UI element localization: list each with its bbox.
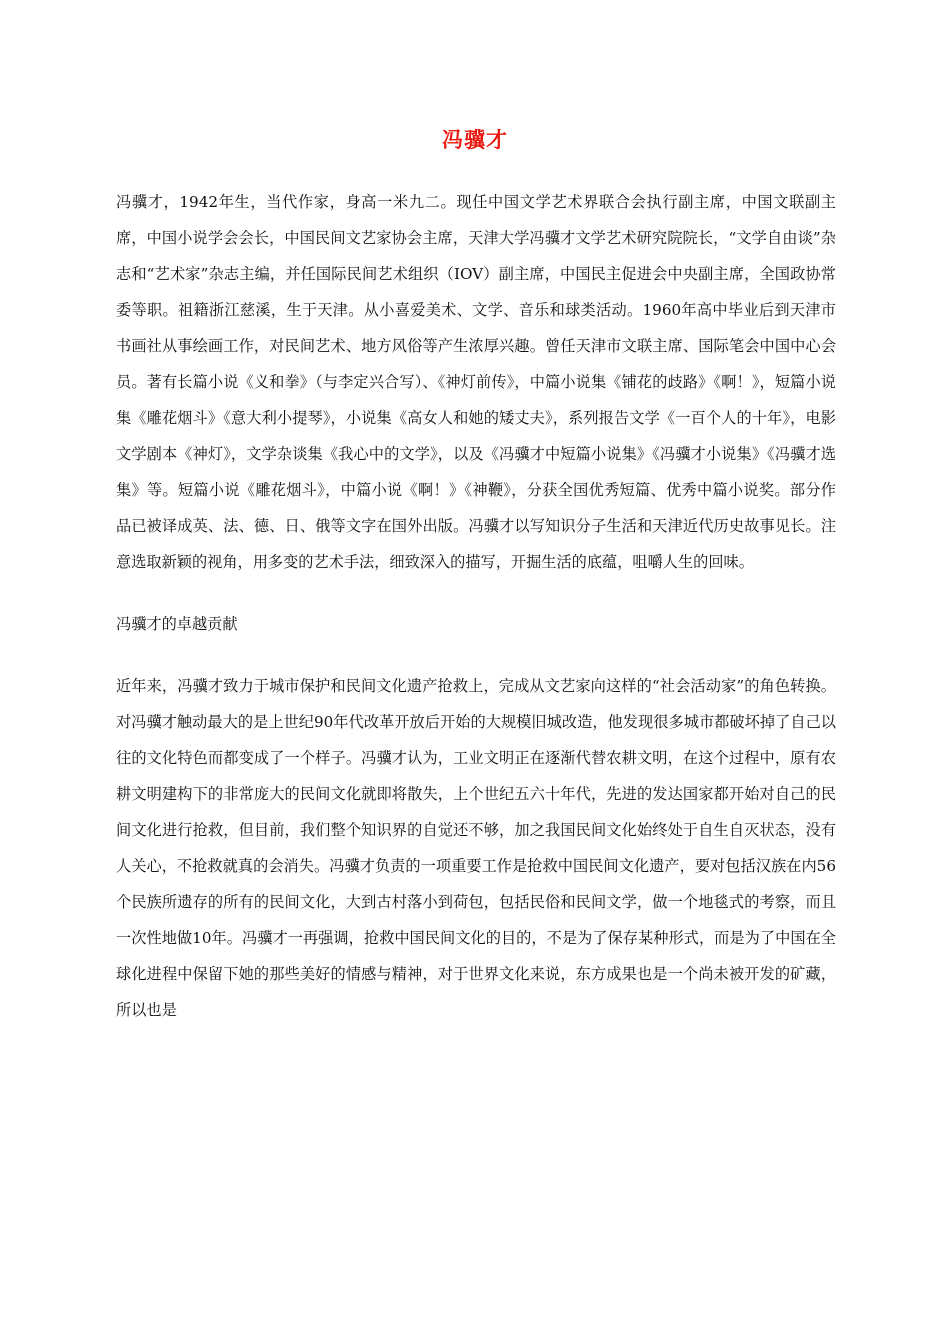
document-body xyxy=(116,184,836,1028)
page-title: 冯骥才 xyxy=(442,128,508,152)
intro-paragraph: 冯骥才，1942年生，当代作家，身高一米九二。现任中国文学艺术界联合会执行副主席，中国文联副主席，中国小说学会会长，中国民间文艺家协会主席，天津大学冯骥才文学艺术研究院院长，“文学自由谈”杂志和“艺术家”杂志主编，并任国际民间艺术组织（IOV）副主席，中国民主促进会中央副主席，全国政协常委等职。祖籍浙江慈溪，生于天津。从小喜爱美术、文学、音乐和球类活动。1960年高中毕业后到天津市书画社从事绘画工作，对民间艺术、地方风俗等产生浓厚兴趣。曾任天津市文联主席、国际笔会中国中心会员。著有长篇小说《义和拳》（与李定兴合写）、《神灯前传》，中篇小说集《铺花的歧路》《啊！》，短篇小说集《雕花烟斗》《意大利小提琴》，小说集《高女人和她的矮丈夫》，系列报告文学《一百个人的十年》，电影文学剧本《神灯》，文学杂谈集《我心中的文学》，以及《冯骥才中短篇小说集》《冯骥才小说集》《冯骥才选集》等。短篇小说《雕花烟斗》，中篇小说《啊！》《神鞭》，分获全国优秀短篇、优秀中篇小说奖。部分作品已被译成英、法、德、日、俄等文字在国外出版。冯骥才以写知识分子生活和天津近代历史故事见长。注意选取新颖的视角，用多变的艺术手法，细致深入的描写，开掘生活的底蕴，咀嚼人生的回味。 xyxy=(116,193,836,571)
section-heading: 冯骥才的卓越贡献 xyxy=(116,615,238,633)
contribution-paragraph: 近年来，冯骥才致力于城市保护和民间文化遗产抢救上，完成从文艺家向这样的“社会活动家”的角色转换。对冯骥才触动最大的是上世纪90年代改革开放后开始的大规模旧城改造，他发现很多城市都破坏掉了自己以往的文化特色而都变成了一个样子。冯骥才认为，工业文明正在逐渐代替农耕文明，在这个过程中，原有农耕文明建构下的非常庞大的民间文化就即将散失，上个世纪五六十年代，先进的发达国家都开始对自己的民间文化进行抢救，但目前，我们整个知识界的自觉还不够，加之我国民间文化始终处于自生自灭状态，没有人关心，不抢救就真的会消失。冯骥才负责的一项重要工作是抢救中国民间文化遗产，要对包括汉族在内56个民族所遗存的所有的民间文化，大到古村落小到荷包，包括民俗和民间文学，做一个地毯式的考察，而且一次性地做10年。冯骥才一再强调，抢救中国民间文化的目的，不是为了保存某种形式，而是为了中国在全球化进程中保留下她的那些美好的情感与精神，对于世界文化来说，东方成果也是一个尚未被开发的矿藏，所以也是 xyxy=(116,677,836,1019)
